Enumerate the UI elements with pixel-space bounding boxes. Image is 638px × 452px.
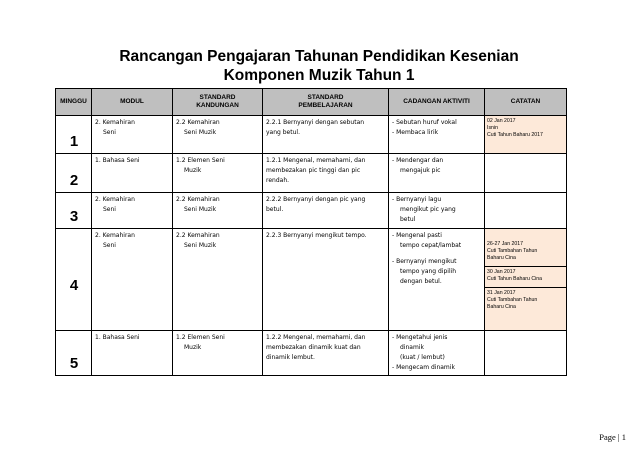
- header-sp-line2: PEMBELAJARAN: [298, 102, 353, 109]
- cell-line: 1. Bahasa Seni: [95, 157, 140, 164]
- note-line: Baharu Cina: [487, 304, 516, 310]
- modul-cell: [92, 331, 173, 376]
- standard-pembelajaran-cell: [263, 116, 389, 154]
- week-number: 5: [56, 331, 92, 376]
- table-row: [56, 229, 567, 331]
- modul-cell: [92, 229, 173, 331]
- cell-line: 2. Kemahiran: [95, 119, 135, 126]
- header-standard-pembelajaran: [263, 89, 389, 116]
- week-number: 3: [56, 193, 92, 229]
- header-standard-kandungan: [173, 89, 263, 116]
- week-number: 4: [56, 229, 92, 331]
- cell-line: 2. Kemahiran: [95, 232, 135, 239]
- header-sp-line1: STANDARD: [307, 94, 344, 101]
- cell-line: 2.2.3 Bernyanyi mengikut tempo.: [266, 232, 367, 239]
- cell-line: Seni: [103, 206, 116, 213]
- modul-cell: [92, 116, 173, 154]
- cell-line: - Mendengar dan: [392, 157, 444, 164]
- cell-line: - Membaca lirik: [392, 129, 439, 136]
- table-row: [56, 331, 567, 376]
- cell-line: 2.2 Kemahiran: [176, 196, 220, 203]
- cell-line: Seni Muzik: [184, 242, 217, 249]
- note-line: Cuti Tambahan Tahun: [487, 297, 538, 303]
- cell-line: 1.2.2 Mengenal, memahami, dan: [266, 334, 366, 341]
- standard-kandungan-cell: [173, 116, 263, 154]
- cell-line: betul: [400, 216, 416, 223]
- cell-line: Muzik: [184, 344, 202, 351]
- cell-line: 1.2.1 Mengenal, memahami, dan: [266, 157, 366, 164]
- cell-line: - Sebutan huruf vokal: [392, 119, 457, 126]
- standard-kandungan-cell: [173, 229, 263, 331]
- cell-line: Muzik: [184, 167, 202, 174]
- standard-pembelajaran-cell: [263, 154, 389, 193]
- aktiviti-cell: [389, 193, 485, 229]
- cell-line: yang betul.: [266, 129, 300, 136]
- note-block: [485, 266, 566, 283]
- cell-line: 2.2.1 Bernyanyi dengan sebutan: [266, 119, 365, 126]
- cell-line: Seni: [103, 242, 116, 249]
- header-catatan: CATATAN: [485, 89, 567, 116]
- cell-line: mengikut pic yang: [400, 206, 456, 213]
- header-sk-line2: KANDUNGAN: [196, 102, 239, 109]
- cell-line: - Mengetahui jenis: [392, 334, 448, 341]
- note-line: 02 Jan 2017: [487, 118, 516, 124]
- aktiviti-cell: [389, 331, 485, 376]
- catatan-cell: [485, 193, 567, 229]
- cell-line: membezakan pic tinggi dan pic: [266, 167, 361, 174]
- cell-line: Seni Muzik: [184, 129, 217, 136]
- cell-line: tempo cepat/lambat: [400, 242, 462, 249]
- note-line: Cuti Tahun Baharu Cina: [487, 276, 542, 282]
- cell-line: 1.2 Elemen Seni: [176, 334, 225, 341]
- header-minggu: MINGGU: [56, 89, 92, 116]
- week-number: 2: [56, 154, 92, 193]
- standard-pembelajaran-cell: [263, 229, 389, 331]
- standard-kandungan-cell: [173, 193, 263, 229]
- lesson-plan-table: [55, 88, 567, 376]
- cell-line: mengajuk pic: [400, 167, 441, 174]
- cell-line: dengan betul.: [400, 278, 442, 285]
- note-line: Cuti Tambahan Tahun: [487, 248, 538, 254]
- note-line: 26-27 Jan 2017: [487, 241, 524, 247]
- catatan-cell: [485, 116, 567, 154]
- cell-line: Seni: [103, 129, 116, 136]
- week-number: 1: [56, 116, 92, 154]
- cell-line: Seni Muzik: [184, 206, 217, 213]
- table-row: [56, 154, 567, 193]
- cell-line: 1.2 Elemen Seni: [176, 157, 225, 164]
- modul-cell: [92, 193, 173, 229]
- aktiviti-cell: [389, 229, 485, 331]
- standard-pembelajaran-cell: [263, 193, 389, 229]
- cell-line: dinamik: [400, 344, 424, 351]
- header-cadangan-aktiviti: CADANGAN AKTIVITI: [389, 89, 485, 116]
- cell-line: - Mengecam dinamik: [392, 364, 455, 371]
- standard-kandungan-cell: [173, 154, 263, 193]
- cell-line: 2.2 Kemahiran: [176, 232, 220, 239]
- cell-line: membezakan dinamik kuat dan: [266, 344, 361, 351]
- cell-line: (kuat / lembut): [400, 354, 445, 361]
- note-line: Isnin: [487, 125, 498, 131]
- table-row: [56, 193, 567, 229]
- cell-line: 1. Bahasa Seni: [95, 334, 140, 341]
- cell-line: - Mengenal pasti: [392, 232, 442, 239]
- document-title: Rancangan Pengajaran Tahunan Pendidikan Kesenian: [119, 48, 519, 65]
- cell-line: tempo yang dipilih: [400, 268, 457, 275]
- standard-kandungan-cell: [173, 331, 263, 376]
- catatan-cell: [485, 229, 567, 331]
- note-block: [487, 241, 564, 262]
- cell-line: - Bernyanyi mengikut: [392, 258, 457, 265]
- header-modul: MODUL: [92, 89, 173, 116]
- note-line: 31 Jan 2017: [487, 290, 516, 296]
- aktiviti-cell: [389, 116, 485, 154]
- catatan-cell: [485, 154, 567, 193]
- cell-line: 2. Kemahiran: [95, 196, 135, 203]
- cell-line: - Bernyanyi lagu: [392, 196, 442, 203]
- cell-line: dinamik lembut.: [266, 354, 315, 361]
- table-header-row: [56, 89, 567, 116]
- modul-cell: [92, 154, 173, 193]
- cell-line: rendah.: [266, 177, 290, 184]
- aktiviti-cell: [389, 154, 485, 193]
- cell-line: 2.2.2 Bernyanyi dengan pic yang: [266, 196, 366, 203]
- note-line: Baharu Cina: [487, 255, 516, 261]
- page-number: Page | 1: [599, 432, 626, 442]
- cell-line: betul.: [266, 206, 284, 213]
- note-line: Cuti Tahun Baharu 2017: [487, 132, 543, 138]
- standard-pembelajaran-cell: [263, 331, 389, 376]
- header-sk-line1: STANDARD: [199, 94, 236, 101]
- table-row: [56, 116, 567, 154]
- note-block: [485, 287, 566, 311]
- document-subtitle: Komponen Muzik Tahun 1: [223, 67, 415, 84]
- note-line: 30 Jan 2017: [487, 269, 516, 275]
- cell-line: 2.2 Kemahiran: [176, 119, 220, 126]
- catatan-cell: [485, 331, 567, 376]
